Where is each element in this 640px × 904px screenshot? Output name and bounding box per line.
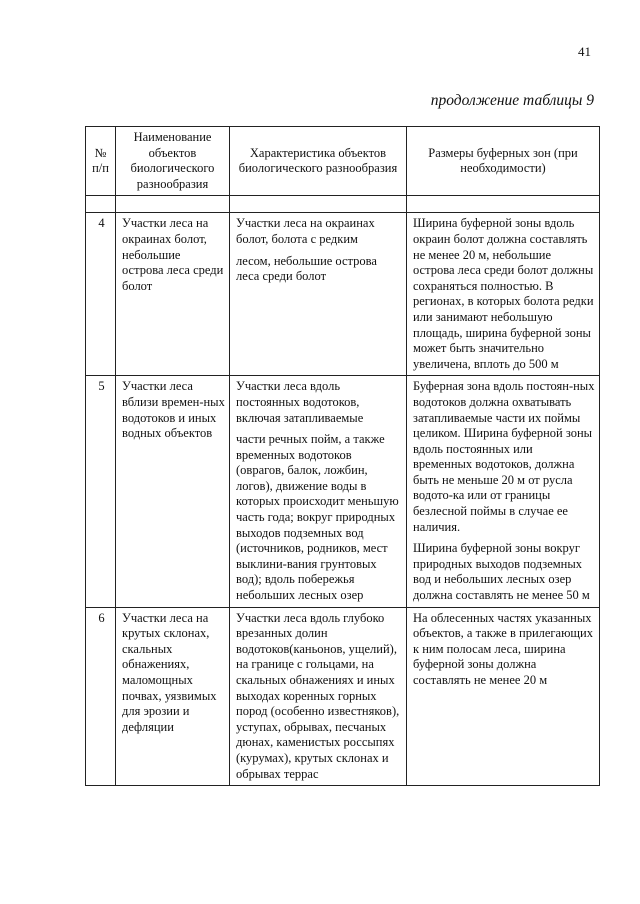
page-number: 41 bbox=[578, 44, 591, 59]
characteristic-paragraph: части речных пойм, а также временных водотоков (оврагов, балок, ложбин, логов), движение воды в которых происходит меньшую часть года; вокруг природных выходов подземных вод (источников, родников, мест выклини-вания грунтовых вод); вдоль побережья небольших лесных озер bbox=[236, 432, 399, 603]
characteristic-paragraph: лесом, небольшие острова леса среди болот bbox=[236, 253, 377, 284]
biodiversity-table bbox=[85, 126, 600, 786]
table-header-row bbox=[86, 127, 600, 196]
row-number: 4 bbox=[86, 213, 116, 376]
buffer-cell bbox=[407, 376, 600, 607]
characteristic-paragraph: Участки леса вдоль глубоко врезанных долин водотоков(каньонов, ущелий), на границе с гольцами, на скальных обнажениях и иных выходах коренных горных пород (особенно известняков), уступах, обрывах, песчаных дюнах, каменистых россыпях (курумах), крутых склонах и обрывах террас bbox=[236, 610, 400, 781]
header-object-name: Наименование объектов биологического разнообразия bbox=[116, 127, 230, 196]
table-row bbox=[86, 607, 600, 786]
table-continuation-caption: продолжение таблицы 9 bbox=[430, 92, 594, 109]
object-name-cell: Участки леса вблизи времен-ных водотоков и иных водных объектов bbox=[116, 376, 230, 607]
object-name-cell: Участки леса на окраинах болот, небольшие острова леса среди болот bbox=[116, 213, 230, 376]
header-number: № п/п bbox=[86, 127, 116, 196]
buffer-paragraph: Буферная зона вдоль постоян-ных водотоков должна охватывать затапливаемые части их поймы целиком. Ширина буферной зоны вдоль постоянных или временных водотоков, должна быть не меньше 20 м от русла водото-ка или от границы безлесной поймы в случае ее наличия. bbox=[413, 379, 595, 534]
spacer-cell bbox=[230, 196, 407, 213]
row-number: 5 bbox=[86, 376, 116, 607]
buffer-paragraph: Ширина буферной зоны вдоль окраин болот должна составлять не менее 20 м, небольшие острова леса среди болот должны сохраняться полностью. В регионах, в которых болота редки или занимают небольшую площадь, ширина буферной зоны может быть значительно увеличена, вплоть до 500 м bbox=[413, 216, 594, 371]
characteristic-cell bbox=[230, 376, 407, 607]
characteristic-cell bbox=[230, 607, 407, 786]
buffer-paragraph: На облесенных частях указанных объектов, а также в прилегающих к ним полосам леса, ширина буферной зоны должна составлять не менее 20 м bbox=[413, 610, 593, 687]
table-row bbox=[86, 376, 600, 607]
buffer-cell bbox=[407, 607, 600, 786]
header-spacer-row bbox=[86, 196, 600, 213]
spacer-cell bbox=[86, 196, 116, 213]
spacer-cell bbox=[116, 196, 230, 213]
row-number: 6 bbox=[86, 607, 116, 786]
buffer-paragraph: Ширина буферной зоны вокруг природных выходов подземных вод и небольших лесных озер должна составлять не менее 50 м bbox=[413, 541, 590, 603]
characteristic-cell bbox=[230, 213, 407, 376]
header-buffer-size: Размеры буферных зон (при необходимости) bbox=[407, 127, 600, 196]
object-name-cell: Участки леса на крутых склонах, скальных обнажениях, маломощных почвах, уязвимых для эрозии и дефляции bbox=[116, 607, 230, 786]
spacer-cell bbox=[407, 196, 600, 213]
buffer-cell bbox=[407, 213, 600, 376]
characteristic-paragraph: Участки леса на окраинах болот, болота с редким bbox=[236, 216, 375, 246]
header-object-characteristic: Характеристика объектов биологического разнообразия bbox=[230, 127, 407, 196]
characteristic-paragraph: Участки леса вдоль постоянных водотоков, включая затапливаемые bbox=[236, 379, 364, 425]
table-row bbox=[86, 213, 600, 376]
